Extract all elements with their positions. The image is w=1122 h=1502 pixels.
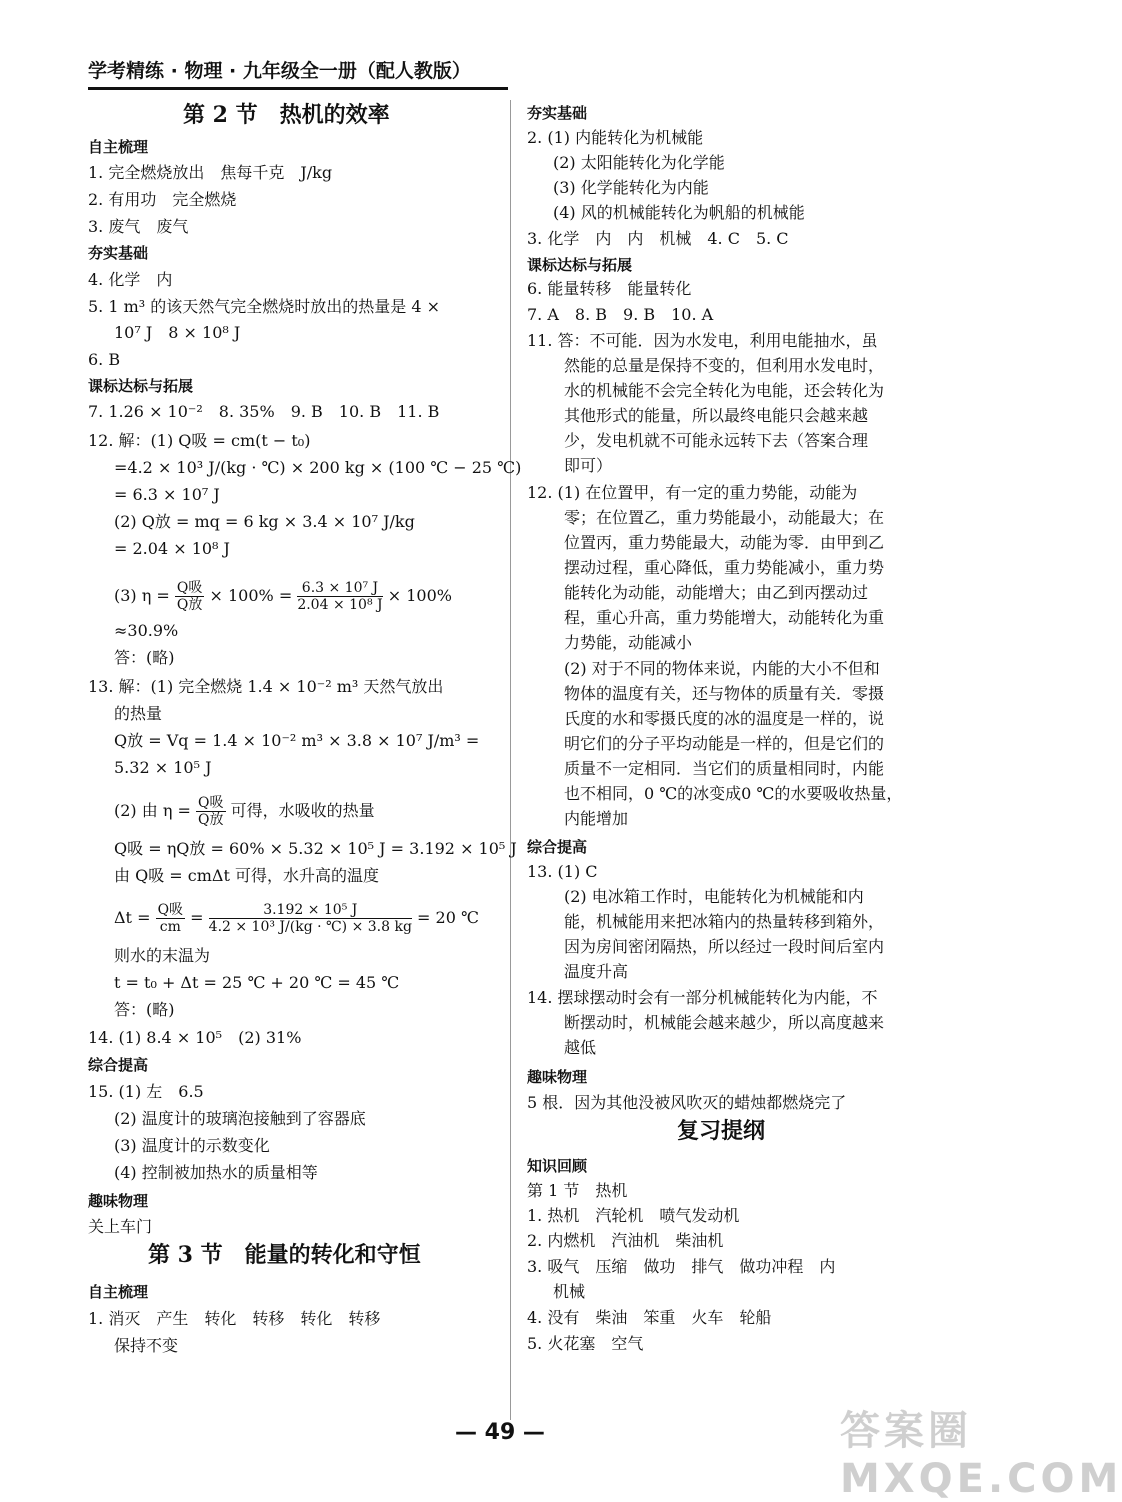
answer-line: 零；在位置乙，重力势能最小，动能最大；在 [564, 508, 885, 527]
efficiency-formula [114, 580, 452, 613]
numerator: 3.192 × 10⁵ J [209, 902, 412, 919]
answer-line: 能转化为动能，动能增大；由乙到丙摆动过 [564, 583, 869, 602]
answer-line: 由 Q吸 = cmΔt 可得，水升高的温度 [114, 866, 379, 885]
answer-line: 答：(略) [114, 1000, 175, 1019]
answer-line: 2. (1) 内能转化为机械能 [527, 128, 704, 147]
answer-line: 14. (1) 8.4 × 10⁵ (2) 31% [88, 1028, 302, 1047]
answer-line: (2) Q放 = mq = 6 kg × 3.4 × 10⁷ J/kg [114, 512, 415, 531]
answer-line: 5 根．因为其他没被风吹灭的蜡烛都燃烧完了 [527, 1093, 847, 1112]
answer-line: 3. 化学 内 内 机械 4. C 5. C [527, 229, 789, 248]
answer-line: = 2.04 × 10⁸ J [114, 539, 230, 558]
answer-line: 力势能，动能减小 [564, 633, 693, 652]
heading-zhishi-huigu: 知识回顾 [527, 1157, 588, 1175]
answer-line: 少，发电机就不可能永远转下去（答案合理 [564, 431, 869, 450]
answer-line: 2. 有用功 完全燃烧 [88, 190, 237, 209]
heading-hangshi-jichu: 夯实基础 [88, 244, 149, 262]
heading-zizhu-shuli-3: 自主梳理 [88, 1283, 149, 1301]
heading-zonghe: 综合提高 [88, 1056, 149, 1074]
answer-line: 5. 火花塞 空气 [527, 1334, 644, 1353]
answer-line: 5.32 × 10⁵ J [114, 758, 212, 777]
heading-hangshi-jichu: 夯实基础 [527, 104, 588, 122]
delta-t-formula: Δt = $\frac{\text{Q吸}}{cm}$ = $\frac{\text{3.192 × 10⁵ J}}{\text{4.2 × 10³ J/(kg · ℃) × 3.8 kg}}$ = 20 ℃ [114, 902, 479, 935]
formula-text: × 100% [387, 586, 452, 605]
heading-kebiao: 课标达标与拓展 [88, 377, 194, 395]
heading-kebiao: 课标达标与拓展 [527, 256, 633, 274]
answer-line: 即可） [564, 456, 613, 475]
page-number: — 49 — [455, 1420, 545, 1445]
eta-formula [114, 795, 375, 828]
answer-line: 然能的总量是保持不变的，但利用水发电时， [564, 356, 885, 375]
answer-line: 则水的末温为 [114, 946, 211, 965]
answer-line: 的热量 [114, 704, 163, 723]
answer-line: (4) 控制被加热水的质量相等 [114, 1163, 318, 1182]
answer-line: (2) 温度计的玻璃泡接触到了容器底 [114, 1109, 366, 1128]
answer-line: 6. 能量转移 能量转化 [527, 279, 692, 298]
numerator: Q吸 [198, 795, 224, 811]
answer-line: t = t₀ + Δt = 25 ℃ + 20 ℃ = 45 ℃ [114, 973, 400, 992]
answer-line: 内能增加 [564, 809, 629, 828]
answer-line: (2) 电冰箱工作时，电能转化为机械能和内 [564, 887, 864, 906]
answer-line: 温度升高 [564, 962, 629, 981]
answer-line: 物体的温度有关，还与物体的质量有关．零摄 [564, 684, 885, 703]
denominator: 4.2 × 10³ J/(kg · ℃) × 3.8 kg [208, 919, 412, 935]
fraction [156, 902, 185, 935]
denominator: cm [159, 919, 181, 935]
fraction [196, 795, 225, 828]
answer-line: 越低 [564, 1038, 597, 1057]
answer-line: 明它们的分子平均动能是一样的，但是它们的 [564, 734, 885, 753]
answer-line: 4. 没有 柴油 笨重 火车 轮船 [527, 1308, 772, 1327]
answer-line: 7. A 8. B 9. B 10. A [527, 305, 714, 324]
answer-line: (2) 太阳能转化为化学能 [553, 153, 725, 172]
answer-line: 13. (1) C [527, 862, 598, 881]
answer-line: Q吸 = ηQ放 = 60% × 5.32 × 10⁵ J = 3.192 × 10⁵ J [114, 839, 517, 858]
answer-line: 断摆动时，机械能会越来越少，所以高度越来 [564, 1013, 885, 1032]
answer-line: 氏度的水和零摄氏度的冰的温度是一样的，说 [564, 709, 885, 728]
formula-text: Δt = [114, 908, 151, 927]
answer-line: = 6.3 × 10⁷ J [114, 485, 220, 504]
answer-line: Q放 = Vq = 1.4 × 10⁻² m³ × 3.8 × 10⁷ J/m³ = [114, 731, 480, 750]
answer-line: 1. 完全燃烧放出 焦每千克 J/kg [88, 163, 333, 182]
answer-line: 15. (1) 左 6.5 [88, 1082, 204, 1101]
answer-line: 也不相同，0 ℃的冰变成0 ℃的水要吸收热量， [564, 784, 903, 803]
answer-line: 3. 吸气 压缩 做功 排气 做功冲程 内 [527, 1257, 836, 1276]
heading-quwei: 趣味物理 [88, 1192, 149, 1210]
formula-text: × 100% = [209, 586, 293, 605]
numerator: 6.3 × 10⁷ J [297, 580, 382, 597]
review-title: 复习提纲 [677, 1118, 766, 1144]
answer-line: 其他形式的能量，所以最终电能只会越来越 [564, 406, 869, 425]
heading-zonghe: 综合提高 [527, 838, 588, 856]
formula-text: (3) η = [114, 586, 170, 605]
heading-quwei: 趣味物理 [527, 1068, 588, 1086]
section-2-title: 第 2 节 热机的效率 [183, 102, 390, 128]
answer-line: 程，重心升高，重力势能增大，动能转化为重 [564, 608, 885, 627]
answer-line: 3. 废气 废气 [88, 217, 189, 236]
denominator: Q放 [176, 597, 203, 613]
numerator: Q吸 [176, 580, 203, 596]
answer-line: 13. 解：(1) 完全燃烧 1.4 × 10⁻² m³ 天然气放出 [88, 677, 444, 696]
answer-line: 质量不一定相同．当它们的质量相同时，内能 [564, 759, 885, 778]
review-section-1: 第 1 节 热机 [527, 1181, 628, 1200]
answer-line: (3) 化学能转化为内能 [553, 178, 709, 197]
answer-line: 7. 1.26 × 10⁻² 8. 35% 9. B 10. B 11. B [88, 402, 440, 421]
answer-line: 水的机械能不会完全转化为电能，还会转化为 [564, 381, 885, 400]
fraction [175, 580, 204, 613]
answer-line: 12. (1) 在位置甲，有一定的重力势能，动能为 [527, 483, 858, 502]
answer-line: (2) 对于不同的物体来说，内能的大小不但和 [564, 659, 880, 678]
answer-line: 6. B [88, 350, 121, 369]
answer-line: 位置丙，重力势能最大，动能为零．由甲到乙 [564, 533, 885, 552]
answer-line: 2. 内燃机 汽油机 柴油机 [527, 1231, 724, 1250]
answer-line: (3) 温度计的示数变化 [114, 1136, 270, 1155]
watermark-logo [840, 1399, 1122, 1502]
answer-line: 12. 解：(1) Q吸 = cm(t − t₀) [88, 431, 311, 450]
answer-line: ≈30.9% [114, 621, 179, 640]
answer-line: 10⁷ J 8 × 10⁸ J [114, 323, 241, 342]
answer-line: =4.2 × 10³ J/(kg · ℃) × 200 kg × (100 ℃ − 25 ℃) [114, 458, 522, 477]
answer-line: 14. 摆球摆动时会有一部分机械能转化为内能，不 [527, 988, 878, 1007]
denominator: 2.04 × 10⁸ J [297, 597, 383, 613]
fraction [297, 580, 382, 613]
answer-line: 答：(略) [114, 648, 175, 667]
answer-line: 5. 1 m³ 的该天然气完全燃烧时放出的热量是 4 × [88, 297, 441, 316]
book-header: 学考精练 · 物理 · 九年级全一册（配人教版） [88, 56, 508, 90]
section-3-title: 第 3 节 能量的转化和守恒 [148, 1242, 421, 1268]
answer-line: 1. 热机 汽轮机 喷气发动机 [527, 1206, 740, 1225]
answer-line: (4) 风的机械能转化为帆船的机械能 [553, 203, 805, 222]
answer-line: 机械 [553, 1282, 586, 1301]
fraction [209, 902, 412, 935]
answer-line: 4. 化学 内 [88, 270, 173, 289]
answer-line: 11. 答：不可能．因为水发电，利用电能抽水，虽 [527, 331, 878, 350]
formula-text: 可得，水吸收的热量 [230, 801, 375, 820]
column-divider [510, 100, 511, 1420]
formula-text: = 20 ℃ [417, 908, 479, 927]
answer-line: 因为房间密闭隔热，所以经过一段时间后室内 [564, 937, 885, 956]
numerator: Q吸 [157, 902, 184, 918]
denominator: Q放 [198, 812, 224, 828]
answer-line: 摆动过程，重心降低，重力势能减小，重力势 [564, 558, 885, 577]
formula-text: (2) 由 η = [114, 801, 191, 820]
answer-line: 1. 消灭 产生 转化 转移 转化 转移 [88, 1309, 381, 1328]
watermark-text: 答案圈 MXQE.COM [840, 1408, 1122, 1502]
answer-line: 关上车门 [88, 1217, 153, 1236]
heading-zizhu-shuli: 自主梳理 [88, 138, 149, 156]
answer-line: 能，机械能用来把冰箱内的热量转移到箱外， [564, 912, 885, 931]
answer-line: 保持不变 [114, 1336, 179, 1355]
